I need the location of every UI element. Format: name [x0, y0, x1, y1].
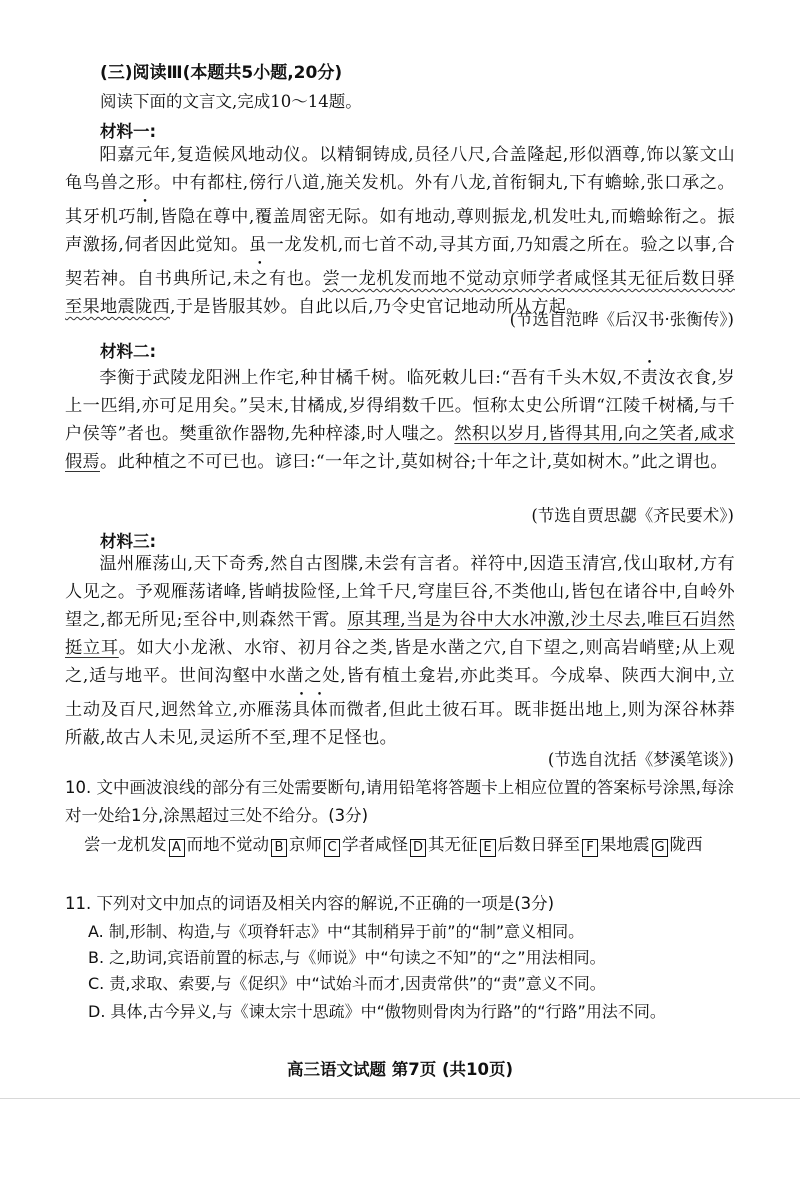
q10-seg: 而地不觉动 — [186, 835, 269, 854]
material3-source: (节选自沈括《梦溪笔谈》) — [547, 750, 734, 769]
q10-seg: 学者咸怪 — [342, 835, 408, 854]
material1-part1: 阳嘉元年,复造候风地动仪。以精铜铸成,员径八尺,合盖隆起,形似酒尊,饰以篆文山龟鸟兽之形。中有都柱,傍行八道,施关发机。外有八龙,首衔铜丸,下有蟾蜍,张口承之。其牙机巧 — [65, 145, 735, 227]
material2-part1: 李衡于武陵龙阳洲上作宅,种甘橘千树。临死敕儿曰:“吾有千头木奴,不 — [99, 368, 641, 388]
q11-option-b[interactable]: B. 之,助词,宾语前置的标志,与《师说》中“句读之不知”的“之”用法相同。 — [88, 948, 606, 967]
q10-seg: 其无征 — [428, 835, 478, 854]
question-11-stem: 11. 下列对文中加点的词语及相关内容的解说,不正确的一项是(3分) — [65, 894, 555, 913]
material3-text — [65, 550, 735, 752]
material2-part3: 。此种植之不可已也。谚曰:“一年之计,莫如树谷;十年之计,莫如树木。”此之谓也。 — [99, 452, 728, 472]
material1-dot-zhi2: 之 — [250, 269, 269, 289]
q11-option-d[interactable]: D. 具体,古今异义,与《谏太宗十思疏》中“傲物则骨肉为行路”的“行路”用法不同。 — [88, 1002, 666, 1021]
material3-underline: 原其理,当是为谷中大水冲激,沙土尽去,唯巨石岿然挺立耳 — [65, 610, 736, 658]
section-title: (三)阅读Ⅲ(本题共5小题,20分) — [100, 63, 343, 83]
q10-option-b[interactable]: B — [271, 839, 287, 857]
q10-option-c[interactable]: C — [324, 839, 340, 857]
q10-seg: 后数日驿至 — [497, 835, 580, 854]
material2-underline: 然积以岁月,皆得其用,向之笑者,咸求假焉 — [65, 424, 735, 472]
material1-part3: 有也。 — [268, 269, 323, 289]
q10-seg: 京师 — [289, 835, 322, 854]
material3-part1: 温州雁荡山,天下奇秀,然自古图牒,未尝有言者。祥符中,因造玉清宫,伐山取材,方有人见之。予观雁荡诸峰,皆峭拔险怪,上耸千尺,穹崖巨谷,不类他山,皆包在诸谷中,自岭外望之,都无所见;至谷中,则森然干霄。 — [65, 554, 735, 630]
material1-label: 材料一: — [100, 122, 157, 141]
q10-option-d[interactable]: D — [410, 839, 426, 857]
q10-option-e[interactable]: E — [480, 839, 496, 857]
material1-source: (节选自范晔《后汉书·张衡传》) — [509, 310, 734, 329]
page-footer: 高三语文试题 第7页 (共10页) — [286, 1060, 513, 1079]
question-10-sentence — [84, 830, 736, 859]
material3-dot-juti: 具体 — [292, 700, 329, 720]
question-10-stem: 10. 文中画波浪线的部分有三处需要断句,请用铅笔将答题卡上相应位置的答案标号涂黑,每涂对一处给1分,涂黑超过三处不给分。(3分) — [65, 778, 734, 825]
material1-dot-zhi: 制 — [136, 207, 154, 227]
material1-part2: ,皆隐在尊中,覆盖周密无际。如有地动,尊则振龙,机发吐丸,而蟾蜍衔之。振声激扬,伺者因此觉知。虽一龙发机,而七首不动,寻其方面,乃知震之所在。验之以事,合契若神。自书典所记,未 — [65, 207, 735, 289]
q10-option-a[interactable]: A — [169, 839, 185, 857]
material2-part2: 汝衣食,岁上一匹绢,亦可足用矣。”吴末,甘橘成,岁得绢数千匹。恒称太史公所谓“江陵千树橘,与千户侯等”者也。樊重欲作器物,先种梓漆,时人嗤之。 — [65, 368, 735, 444]
material3-part3: 而微者,但此土彼石耳。既非挺出地上,则为深谷林莽所蔽,故古人未见,灵运所不至,理不足怪也。 — [65, 700, 735, 748]
material1-text — [65, 141, 735, 321]
q10-option-g[interactable]: G — [652, 839, 668, 857]
q11-option-a[interactable]: A. 制,形制、构造,与《项脊轩志》中“其制稍异于前”的“制”意义相同。 — [88, 922, 585, 941]
material2-source: (节选自贾思勰《齐民要术》) — [531, 506, 734, 525]
material2-text — [65, 358, 735, 476]
material2-dot-ze: 责 — [640, 368, 659, 388]
q10-option-f[interactable]: F — [582, 839, 598, 857]
material1-part4: ,于是皆服其妙。自此以后,乃令史官记地动所从方起。 — [169, 297, 584, 317]
material2-label: 材料二: — [100, 342, 157, 361]
page-bottom-rule — [0, 1098, 800, 1099]
reading-instruction: 阅读下面的文言文,完成10～14题。 — [100, 92, 362, 111]
material3-part2: 。如大小龙湫、水帘、初月谷之类,皆是水凿之穴,自下望之,则高岩峭壁;从上观之,适与地平。世间沟壑中水凿之处,皆有植土龛岩,亦此类耳。今成皋、陕西大涧中,立土动及百尺,迥然耸立,亦雁荡 — [65, 638, 735, 720]
q10-seg: 尝一龙机发 — [84, 835, 167, 854]
q10-seg: 陇西 — [669, 835, 703, 854]
q11-option-c[interactable]: C. 责,求取、索要,与《促织》中“试始斗而才,因责常供”的“责”意义不同。 — [88, 974, 606, 993]
material3-label: 材料三: — [100, 532, 157, 551]
q10-seg: 果地震 — [600, 835, 650, 854]
material1-wavy-line: 尝一龙机发而地不觉动京师学者咸怪其无征后数日驿至果地震陇西 — [65, 269, 735, 317]
